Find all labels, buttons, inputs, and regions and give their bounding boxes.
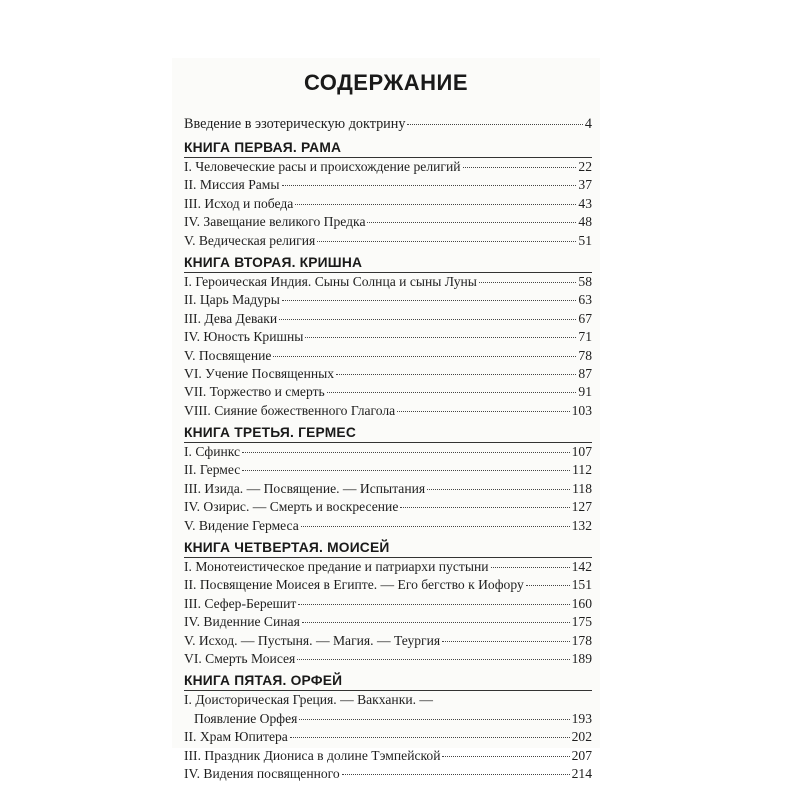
toc-entry bbox=[184, 747, 592, 765]
toc-entry bbox=[184, 613, 592, 631]
toc-entry bbox=[184, 328, 592, 346]
toc-entry-page: 202 bbox=[571, 729, 592, 745]
toc-entry-label: III. Изида. — Посвящение. — Испытания bbox=[184, 480, 426, 496]
leader-dots bbox=[242, 469, 570, 471]
toc-entry-page: 178 bbox=[571, 632, 592, 648]
toc-entry-label: I. Сфинкс bbox=[184, 444, 241, 460]
toc-entry bbox=[184, 765, 592, 783]
toc-entry-page: 127 bbox=[571, 499, 592, 515]
toc-entry-label: III. Сефер-Берешит bbox=[184, 595, 297, 611]
toc-entry-label: I. Монотеистическое предание и патриархи пустыни bbox=[184, 559, 489, 575]
toc-entry-label: III. Исход и победа bbox=[184, 195, 294, 211]
toc-entry-page: 48 bbox=[578, 214, 592, 230]
toc-entry bbox=[184, 195, 592, 213]
toc-entry-page: 160 bbox=[571, 595, 592, 611]
toc-entry-page: 67 bbox=[578, 310, 592, 326]
toc-entry-page: 214 bbox=[571, 765, 592, 781]
toc-entry bbox=[184, 461, 592, 479]
toc-entry-label: IV. Завещание великого Предка bbox=[184, 214, 366, 230]
toc-entry-page: 207 bbox=[571, 747, 592, 763]
toc-entry bbox=[184, 517, 592, 535]
toc-entry bbox=[184, 710, 592, 728]
toc-entry-label: I. Доисторическая Греция. — Вакханки. — bbox=[184, 692, 433, 708]
leader-dots bbox=[273, 355, 576, 357]
toc-entry bbox=[184, 595, 592, 613]
toc-entry-label: II. Гермес bbox=[184, 462, 241, 478]
toc-entry-label: V. Посвящение bbox=[184, 347, 272, 363]
toc-entry-label: I. Человеческие расы и происхождение религий bbox=[184, 159, 461, 174]
leader-dots bbox=[342, 773, 570, 775]
leader-dots bbox=[298, 603, 569, 605]
toc-entry-page: 51 bbox=[578, 232, 592, 248]
toc-entry-page: 151 bbox=[571, 577, 592, 593]
leader-dots bbox=[400, 506, 569, 508]
toc-entry-page: 91 bbox=[578, 384, 592, 400]
toc-entry-page: 132 bbox=[571, 517, 592, 533]
leader-dots bbox=[442, 640, 569, 642]
toc-entry bbox=[184, 632, 592, 650]
toc-entry bbox=[184, 558, 592, 576]
toc-entry bbox=[184, 176, 592, 194]
toc-entry bbox=[184, 402, 592, 420]
toc-entry-page: 22 bbox=[578, 159, 592, 174]
leader-dots bbox=[290, 736, 570, 738]
toc-entry bbox=[184, 650, 592, 668]
toc-entry-label: V. Исход. — Пустыня. — Магия. — Теургия bbox=[184, 632, 441, 648]
leader-dots bbox=[302, 621, 570, 623]
book-heading: КНИГА ПЕРВАЯ. РАМА bbox=[184, 140, 342, 155]
toc-entry-intro bbox=[184, 114, 592, 135]
toc-entry-page: 63 bbox=[578, 292, 592, 308]
toc-entry-label: VIII. Сияние божественного Глагола bbox=[184, 402, 396, 418]
toc-entry-label: Введение в эзотерическую доктрину bbox=[184, 116, 406, 132]
table-of-contents bbox=[184, 114, 592, 783]
toc-entry-label: IV. Видения посвященного bbox=[184, 765, 340, 781]
leader-dots bbox=[295, 203, 576, 205]
toc-entry-page: 43 bbox=[578, 195, 592, 211]
toc-entry-page: 142 bbox=[571, 559, 592, 575]
book-heading: КНИГА ЧЕТВЕРТАЯ. МОИСЕЙ bbox=[184, 540, 390, 556]
toc-entry-label: II. Царь Мадуры bbox=[184, 292, 280, 308]
toc-entry-page: 71 bbox=[578, 329, 592, 345]
page-title: СОДЕРЖАНИЕ bbox=[303, 70, 469, 95]
book-heading: КНИГА ТРЕТЬЯ. ГЕРМЕС bbox=[184, 425, 356, 441]
leader-dots bbox=[282, 184, 577, 186]
leader-dots bbox=[463, 166, 577, 168]
book-heading: КНИГА ПЯТАЯ. ОРФЕЙ bbox=[184, 673, 343, 689]
toc-entry-page: 58 bbox=[578, 273, 592, 289]
toc-entry bbox=[184, 291, 592, 309]
toc-entry-label: IV. Юность Кришны bbox=[184, 329, 304, 345]
leader-dots bbox=[279, 318, 576, 320]
leader-dots bbox=[397, 410, 569, 412]
leader-dots bbox=[327, 391, 577, 393]
toc-entry-label: IV. Виденние Синая bbox=[184, 614, 300, 630]
toc-entry bbox=[184, 365, 592, 383]
leader-dots bbox=[367, 221, 576, 223]
toc-entry bbox=[184, 443, 592, 461]
book-heading: КНИГА ВТОРАЯ. КРИШНА bbox=[184, 254, 363, 270]
book-page bbox=[172, 58, 600, 781]
toc-entry-page: 78 bbox=[578, 347, 592, 363]
toc-entry bbox=[184, 347, 592, 365]
toc-entry-label: II. Миссия Рамы bbox=[184, 177, 280, 193]
toc-entry bbox=[184, 728, 592, 746]
toc-entry bbox=[184, 310, 592, 328]
leader-dots bbox=[282, 299, 577, 301]
leader-dots bbox=[336, 373, 576, 375]
toc-entry bbox=[184, 480, 592, 498]
toc-entry-label: V. Видение Гермеса bbox=[184, 517, 299, 533]
toc-entry-label: IV. Озирис. — Смерть и воскресение bbox=[184, 499, 399, 515]
toc-entry-page: 189 bbox=[571, 650, 592, 666]
toc-entry-label: II. Посвящение Моисея в Египте. — Его бегство к Иофору bbox=[184, 577, 524, 593]
leader-dots bbox=[526, 584, 570, 586]
toc-entry bbox=[184, 158, 592, 176]
leader-dots bbox=[301, 525, 570, 527]
toc-entry-page: 112 bbox=[572, 462, 592, 478]
toc-entry-page: 118 bbox=[572, 480, 592, 496]
toc-entry-label: VI. Смерть Моисея bbox=[184, 650, 296, 666]
toc-entry-page: 103 bbox=[571, 402, 592, 418]
toc-entry-label: II. Храм Юпитера bbox=[184, 729, 288, 745]
toc-entry-label: III. Праздник Диониса в долине Тэмпейской bbox=[184, 747, 441, 763]
leader-dots bbox=[479, 281, 577, 283]
toc-entry bbox=[184, 498, 592, 516]
toc-entry bbox=[184, 232, 592, 250]
leader-dots bbox=[407, 123, 582, 125]
toc-entry-label: VI. Учение Посвященных bbox=[184, 365, 335, 381]
leader-dots bbox=[491, 566, 570, 568]
toc-entry-page: 87 bbox=[578, 365, 592, 381]
leader-dots bbox=[442, 755, 569, 757]
toc-entry-label: III. Дева Деваки bbox=[184, 310, 278, 326]
toc-entry bbox=[184, 576, 592, 594]
toc-entry bbox=[184, 273, 592, 291]
toc-entry bbox=[184, 383, 592, 401]
toc-entry-page: 175 bbox=[571, 614, 592, 630]
toc-entry-label: V. Ведическая религия bbox=[184, 232, 316, 248]
toc-entry-label: I. Героическая Индия. Сыны Солнца и сыны Луны bbox=[184, 273, 477, 289]
toc-entry-page: 4 bbox=[584, 116, 592, 132]
toc-entry-page: 107 bbox=[571, 444, 592, 460]
toc-entry bbox=[184, 213, 592, 231]
toc-entry-label: VII. Торжество и смерть bbox=[184, 384, 325, 400]
toc-entry-label-continued: Появление Орфея bbox=[194, 710, 298, 726]
leader-dots bbox=[242, 451, 570, 453]
leader-dots bbox=[317, 240, 576, 242]
leader-dots bbox=[297, 658, 569, 660]
leader-dots bbox=[305, 336, 576, 338]
leader-dots bbox=[427, 488, 570, 490]
leader-dots bbox=[299, 718, 569, 720]
toc-entry-page: 193 bbox=[571, 710, 592, 726]
toc-entry-page: 37 bbox=[578, 177, 592, 193]
